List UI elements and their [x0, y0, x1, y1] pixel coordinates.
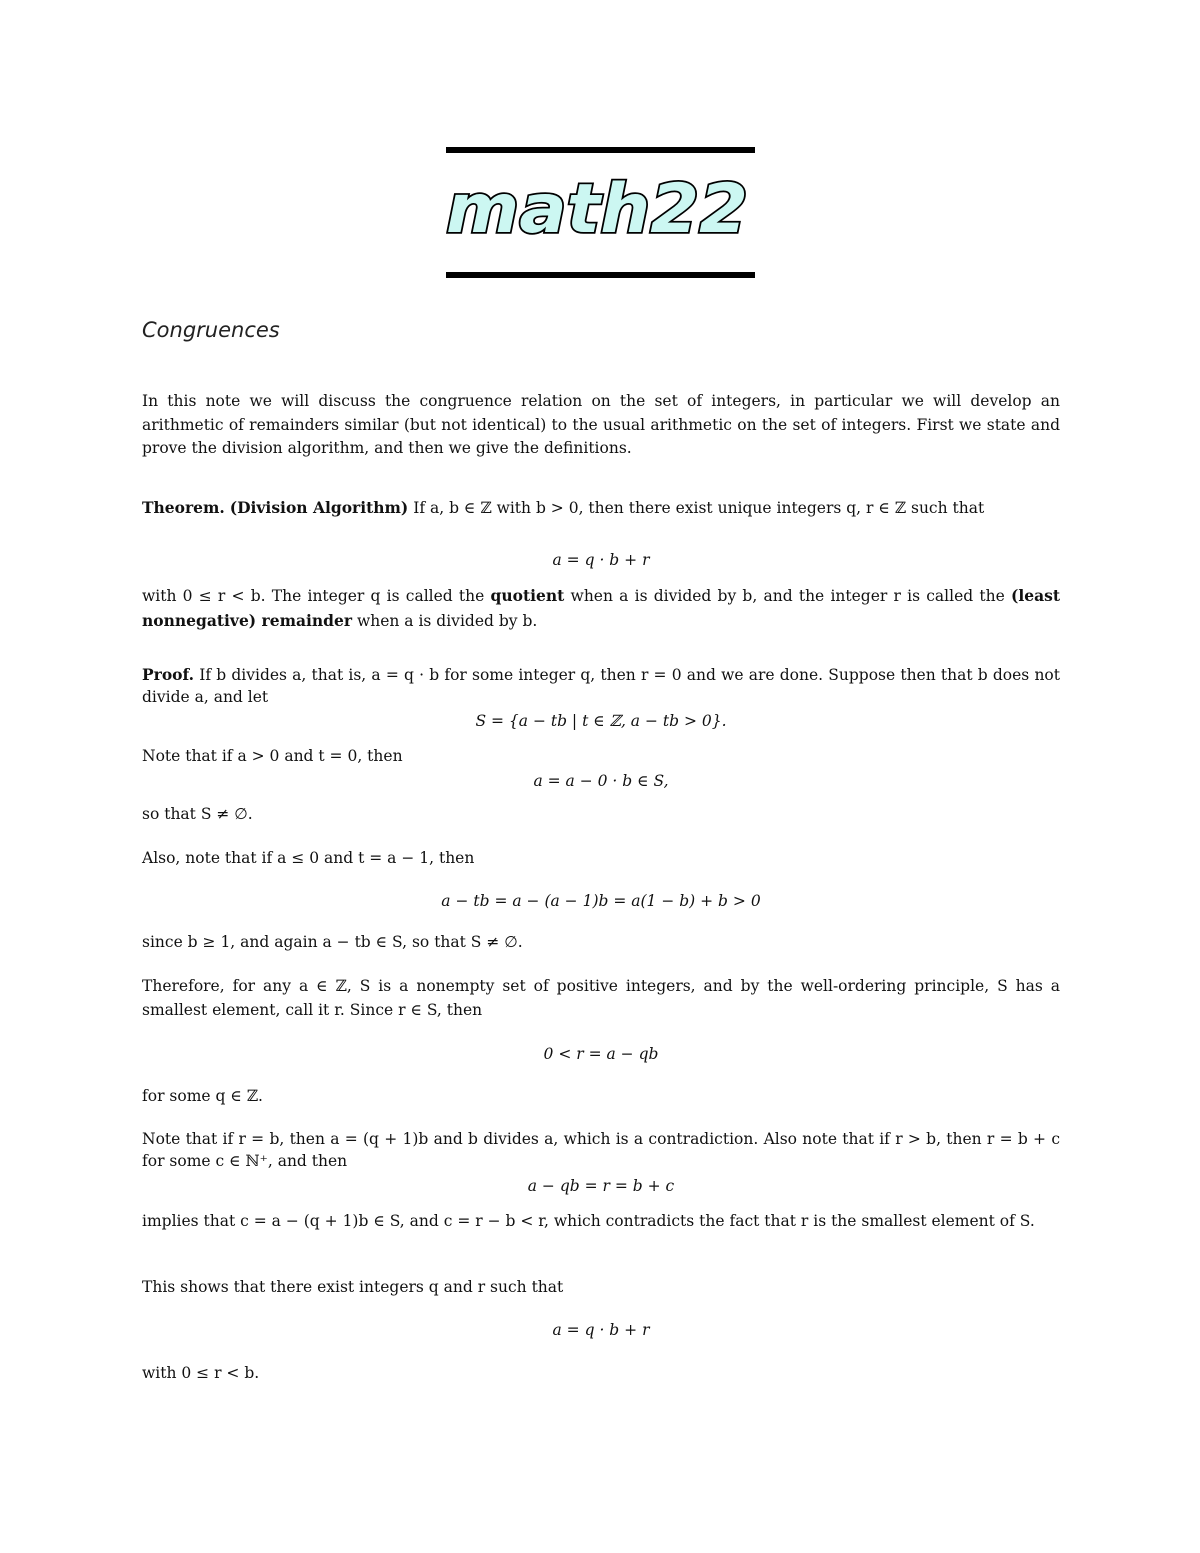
math22-logo	[440, 168, 762, 272]
set-definition-equation: S = {a − tb | t ∈ ℤ, a − tb > 0}.	[475, 712, 727, 730]
logo-top-rule	[446, 147, 755, 153]
theorem-text: If a, b ∈ ℤ with b > 0, then there exist unique integers q, r ∈ ℤ such that	[413, 499, 985, 517]
proof-paragraph-11: with 0 ≤ r < b.	[142, 1364, 260, 1382]
definition-text-1: with 0 ≤ r < b. The integer q is called the	[142, 587, 485, 605]
equation-6: a = q · b + r	[552, 1321, 650, 1339]
proof-paragraph-7: for some q ∈ ℤ.	[142, 1087, 263, 1105]
proof-text-1: If b divides a, that is, a = q · b for some integer q, then r = 0 and we are done. Suppose then that b does not divide a, and let	[142, 666, 1060, 706]
intro-paragraph: In this note we will discuss the congruence relation on the set of integers, in particular we will develop an arithmetic of remainders similar (but not identical) to the usual arithmetic on the set of integers. First we state and prove the division algorithm, and then we give the definitions.	[142, 392, 1060, 457]
page-title: Congruences	[142, 318, 280, 342]
definition-text-3: when a is divided by b.	[356, 611, 538, 630]
theorem-definitions	[142, 584, 1060, 633]
quotient-term: quotient	[490, 586, 565, 605]
equation-4: 0 < r = a − qb	[543, 1045, 659, 1063]
equation-5: a − qb = r = b + c	[527, 1177, 675, 1195]
definition-text-2: when a is divided by b, and the integer r is called the	[570, 587, 1005, 605]
proof-paragraph-10: This shows that there exist integers q and r such that	[142, 1278, 564, 1296]
proof-paragraph-1	[142, 664, 1060, 708]
proof-paragraph-6: Therefore, for any a ∈ ℤ, S is a nonempty set of positive integers, and by the well-ordering principle, S has a smallest element, call it r. Since r ∈ S, then	[142, 977, 1060, 1019]
theorem-equation: a = q · b + r	[552, 551, 650, 569]
proof-paragraph-8: Note that if r = b, then a = (q + 1)b and b divides a, which is a contradiction. Also note that if r > b, then r = b + c for some c ∈ ℕ⁺, and then	[142, 1130, 1060, 1170]
logo-bottom-rule	[446, 272, 755, 278]
equation-2: a = a − 0 · b ∈ S,	[533, 772, 669, 790]
remainder-term: (least nonnegative) remainder	[142, 586, 1060, 630]
theorem-label: Theorem.	[142, 498, 225, 517]
proof-paragraph-2: Note that if a > 0 and t = 0, then	[142, 747, 403, 765]
logo-text: math22	[446, 170, 748, 249]
proof-label: Proof.	[142, 665, 195, 684]
proof-paragraph-4: Also, note that if a ≤ 0 and t = a − 1, then	[142, 849, 475, 867]
theorem-name: (Division Algorithm)	[229, 498, 409, 517]
equation-3: a − tb = a − (a − 1)b = a(1 − b) + b > 0	[441, 892, 761, 910]
theorem-statement	[142, 491, 1060, 525]
proof-paragraph-3: so that S ≠ ∅.	[142, 805, 253, 823]
proof-paragraph-9: implies that c = a − (q + 1)b ∈ S, and c = r − b < r, which contradicts the fact that r is the smallest element of S.	[142, 1212, 1035, 1230]
proof-paragraph-5: since b ≥ 1, and again a − tb ∈ S, so that S ≠ ∅.	[142, 933, 523, 951]
